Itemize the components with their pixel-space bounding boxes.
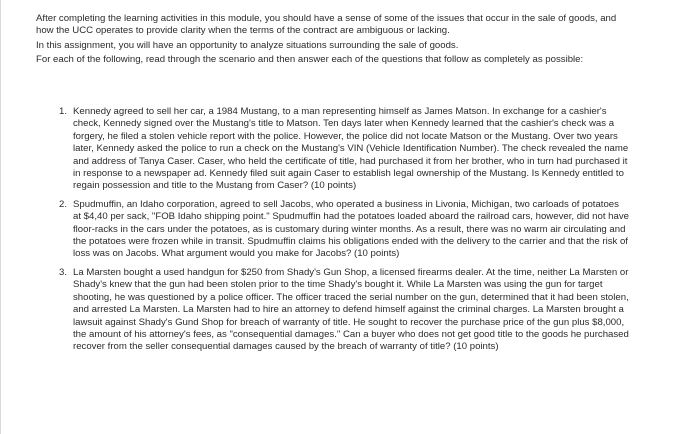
intro-section (36, 13, 626, 69)
question-number: 3. (59, 266, 68, 278)
question-number: 1. (59, 106, 68, 117)
intro-paragraph: For each of the following, read through the scenario and then answer each of the questions that follow as completely as possible: (36, 54, 584, 66)
question-text: Spudmuffin, an Idaho corporation, agreed to sell Jacobs, who operated a business in Livonia, Michigan, two carloads of potatoes at $4,40 per sack, "FOB Idaho shipping point." Spudmuffin had the potatoes loaded aboard the railroad cars, however, did not have floor-racks in the cars under the potatoes, as is customary during winter months. As a result, there was no warm air circulating and the potatoes were frozen while in transit. Spudmuffin claims his obligations ended with the delivery to the carrier and that the risk of loss was on Jacobs. What argument would you make for Jacobs? (10 points) (73, 198, 629, 260)
question-item (59, 267, 629, 354)
question-list (59, 106, 629, 360)
question-item (59, 199, 629, 261)
intro-paragraph: After completing the learning activities in this module, you should have a sense of some of the issues that occur in the sale of goods, and how the UCC operates to provide clarity when the terms of the contract are ambiguous or lacking. (36, 13, 617, 37)
question-item (59, 106, 629, 193)
question-number: 2. (59, 198, 68, 210)
question-text: La Marsten bought a used handgun for $250 from Shady's Gun Shop, a licensed firearms dealer. At the time, neither La Marsten or Shady's knew that the gun had been stolen prior to the time Shady's bought it. While La Marsten was using the gun for target shooting, he was questioned by a police officer. The officer traced the serial number on the gun, determined that it had been stolen, and arrested La Marsten. La Marsten had to hire an attorney to defend himself against the criminal charges. La Marsten brought a lawsuit against Shady's Gund Shop for breach of warranty of title. He sought to recover the purchase price of the gun plus $8,000, the amount of his attorney's fees, as "consequential damages." Can a buyer who does not get good title to the goods he purchased recover from the seller consequential damages caused by the breach of warranty of title? (10 points) (73, 266, 629, 353)
intro-paragraph: In this assignment, you will have an opportunity to analyze situations surrounding the sale of goods. (36, 39, 459, 51)
question-text: Kennedy agreed to sell her car, a 1984 Mustang, to a man representing himself as James Matson. In exchange for a cashier's check, Kennedy signed over the Mustang's title to Matson. Ten days later when Kennedy learned that the cashier's check was a forgery, he filed a stolen vehicle report with the police. However, the police did not locate Matson or the Mustang. Over two years later, Kennedy asked the police to run a check on the Mustang's VIN (Vehicle Identification Number). The check revealed the name and address of Tanya Caser. Caser, who held the certificate of title, had purchased it from her brother, who in turn had purchased it in response to a newspaper ad. Kennedy filed suit again Caser to establish legal ownership of the Mustang. Is Kennedy entitled to regain possession and title to the Mustang from Caser? (10 points) (73, 106, 629, 192)
